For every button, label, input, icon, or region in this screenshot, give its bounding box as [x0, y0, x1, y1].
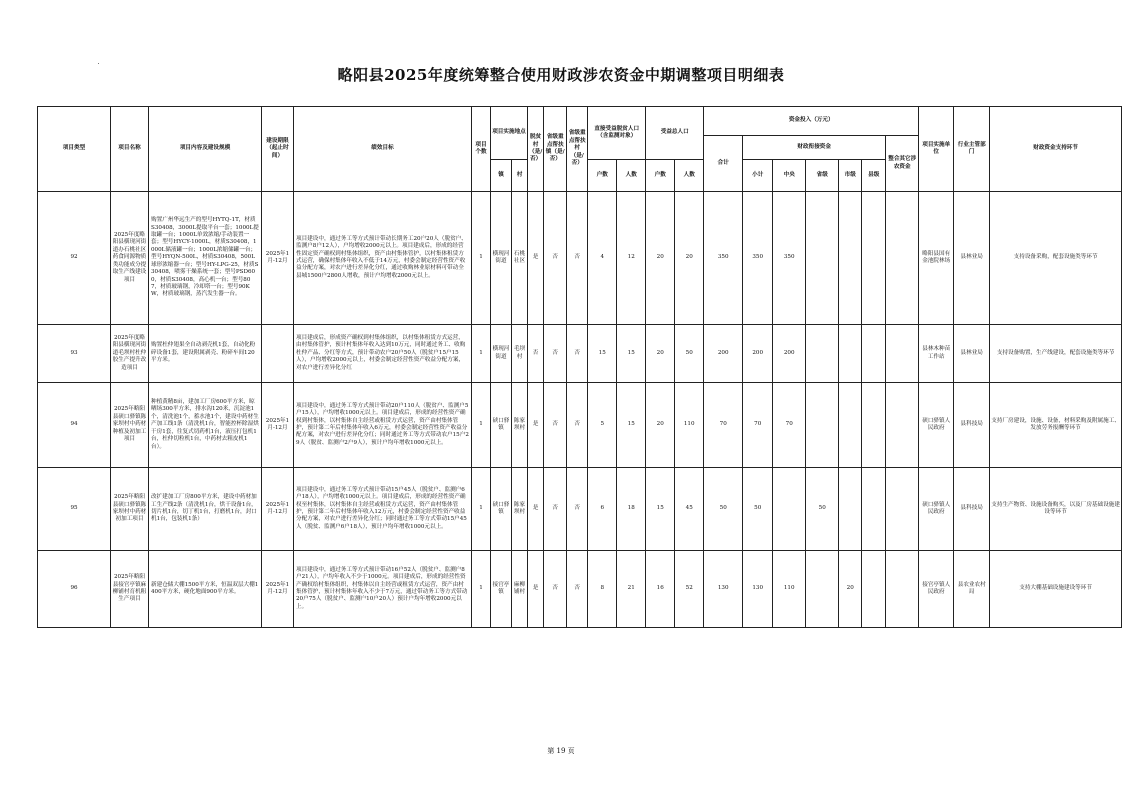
cell-city: [839, 383, 862, 468]
cell-poor-village: 是: [528, 192, 544, 325]
cell-key-village: 否: [567, 468, 588, 551]
cell-provincial: [806, 551, 839, 628]
page-number: 第 19 页: [547, 747, 575, 755]
cell-subtotal: 50: [743, 468, 773, 551]
cell-name: 2025年略阳县硖口驿镇陈家坝村中药材初加工项目: [111, 468, 149, 551]
cell-other: [886, 551, 919, 628]
cell-period: 2025年1月-12月: [262, 383, 294, 468]
cell-dept: 县科技局: [954, 383, 990, 468]
cell-direct-households: 8: [588, 551, 617, 628]
cell-type: 94: [38, 383, 111, 468]
cell-key-town: 否: [544, 192, 567, 325]
cell-direct-persons: 18: [617, 468, 646, 551]
cell-total-persons: 110: [675, 383, 704, 468]
cell-count: 1: [472, 468, 491, 551]
cell-town: 硖口驿镇: [491, 468, 512, 551]
cell-key-town: 否: [544, 468, 567, 551]
cell-period: 2025年1月-12月: [262, 192, 294, 325]
cell-poor-village: 否: [528, 325, 544, 383]
cell-central: 350: [773, 192, 806, 325]
cell-type: 96: [38, 551, 111, 628]
header-fiscal: 财政衔接资金: [743, 136, 886, 160]
cell-total-households: 15: [646, 468, 675, 551]
cell-total-persons: 20: [675, 192, 704, 325]
table-row: [38, 192, 1122, 325]
cell-city: [839, 325, 862, 383]
cell-other: [886, 192, 919, 325]
table-row: [38, 468, 1122, 551]
cell-type: 92: [38, 192, 111, 325]
header-type: 项目类型: [38, 107, 111, 192]
header-dept: 行业主管部门: [954, 107, 990, 192]
header-other: 整合其它涉农资金: [886, 136, 919, 192]
cell-key-village: 否: [567, 325, 588, 383]
cell-village: 毛坝村: [512, 325, 528, 383]
cell-provincial: [806, 383, 839, 468]
cell-subtotal: 70: [743, 383, 773, 468]
header-location: 项目实施地点: [491, 107, 528, 160]
cell-count: 1: [472, 325, 491, 383]
cell-content: 新建仓储大棚1500平方米，恒温双层大棚1400平方米，硬化地面900平方米。: [149, 551, 262, 628]
cell-unit: 硖口驿镇人民政府: [919, 468, 954, 551]
cell-dept: 县科技局: [954, 468, 990, 551]
cell-content: 种植黄精8亩，建加工厂房600平方米，晾晒场300平方米，排水沟120米，沉淀池1个，清洗池1个，蓄水池1个，建设中药材生产加工线1条（清洗机1台，智能控杯除湿烘干房1套，往复式切药机1台，液压打包机1台，杜仲切粒机1台，中药材去粗皮机1台）。: [149, 383, 262, 468]
cell-content: 购置广州华远生产的型号HYTQ-1T，材质S30408，3000L提取平台一套；1000L提取罐一台；1000L单效浓缩/手动装置一套；型号HYCY-1000L，材质S30408，1000L储液罐一台；1000L浓缩储罐一台；型号HYQN-500L，材质S30408，500L球形浓缩器一台；型号HY-LPG-25，材质S30408，喷雾干燥系统一套；型号PSD600，材质S30408，高心机一台；型号807，材质玻璃钢，冷却塔一台；型号90KW，材质玻璃钢，蒸汽发生器一台。: [149, 192, 262, 325]
cell-direct-persons: 15: [617, 383, 646, 468]
cell-total-households: 16: [646, 551, 675, 628]
cell-period: [262, 325, 294, 383]
cell-city: [839, 468, 862, 551]
header-goals: 绩效目标: [294, 107, 472, 192]
cell-subtotal: 130: [743, 551, 773, 628]
cell-other: [886, 325, 919, 383]
header-total: 合计: [704, 136, 743, 192]
cell-total: 130: [704, 551, 743, 628]
cell-direct-households: 4: [588, 192, 617, 325]
cell-name: 2025年略阳县接官亭镇麻柳铺村育机粗生产项目: [111, 551, 149, 628]
cell-total-households: 20: [646, 383, 675, 468]
cell-key-village: 否: [567, 551, 588, 628]
table-row: [38, 383, 1122, 468]
cell-period: 2025年1月-12月: [262, 468, 294, 551]
header-county: 县级: [862, 160, 886, 192]
cell-goals: 项目建设中，通过务工等方式预计带动长期务工20户20人（脱贫户、监测户8户12人），户均增收2000元以上。项目建成后，形成的经营性固定资产确权到村集体组织，资产由村集体管护，以村集体租赁方式运营，确保村集体年收入不低于14万元，村委会制定经营性资产收益分配方案，对农户进行差异化分红，通过收购林业原材料可带动全县城1500户2800人增收，预计户均增收2000元以上。: [294, 192, 472, 325]
cell-direct-households: 5: [588, 383, 617, 468]
cell-town: 横现河街道: [491, 325, 512, 383]
cell-subtotal: 200: [743, 325, 773, 383]
cell-unit: 接官亭镇人民政府: [919, 551, 954, 628]
header-key-town: 省级重点帮扶镇（是/否）: [544, 107, 567, 192]
cell-central: [773, 468, 806, 551]
cell-direct-households: 6: [588, 468, 617, 551]
cell-direct-persons: 15: [617, 325, 646, 383]
cell-unit: 县林木种苗工作站: [919, 325, 954, 383]
table-row: [38, 551, 1122, 628]
cell-county: [862, 551, 886, 628]
cell-support: 支持厂房建设，设施、设备，材料采购及附属施工、发放劳务报酬等环节: [990, 383, 1122, 468]
cell-goals: 项目建设中，通过务工等方式预计带动20户110人（脱贫户、监测户5户15人），户均增收1000元以上。项目建成后，形成的经营性资产确权到村集体，以村集体自主经营或租赁方式运营，资产由村集体管护，预计第二年后村集体年收入6万元，村委会制定经营性资产收益分配方案，对农户进行差异化分红；同时通过务工等方式带动农户15户29人（脱贫、监测户2户9人），预计户均年增收1000元以上。: [294, 383, 472, 468]
header-support: 财政资金支持环节: [990, 107, 1122, 192]
cell-goals: 项目建成后，形成资产确权到村集体组织，以村集体租赁方式运营，由村集体管护，预计村集体年收入达到10万元，同时通过务工、收购杜仲产品、分红等方式，预计带动农户20户50人（脱贫户15户15人），户均增收2000元以上，村委会制定经营性资产收益分配方案，对农户进行差异化分红: [294, 325, 472, 383]
cell-total-households: 20: [646, 192, 675, 325]
cell-dept: 县林业局: [954, 325, 990, 383]
cell-county: [862, 468, 886, 551]
cell-provincial: [806, 325, 839, 383]
cell-support: 支持大棚基础设施建设等环节: [990, 551, 1122, 628]
cell-central: 110: [773, 551, 806, 628]
cell-subtotal: 350: [743, 192, 773, 325]
cell-count: 1: [472, 192, 491, 325]
header-village: 村: [512, 160, 528, 192]
table-header: [38, 107, 1122, 192]
header-subtotal: 小计: [743, 160, 773, 192]
header-unit: 项目实施单位: [919, 107, 954, 192]
cell-central: 70: [773, 383, 806, 468]
header-total-persons: 人数: [675, 160, 704, 192]
cell-poor-village: 是: [528, 551, 544, 628]
header-total-beneficiaries: 受益总人口: [646, 107, 704, 160]
cell-key-town: 否: [544, 383, 567, 468]
cell-total-households: 20: [646, 325, 675, 383]
cell-unit: 略阳县国有金池院林场: [919, 192, 954, 325]
header-city: 市级: [839, 160, 862, 192]
cell-town: 接官亭镇: [491, 551, 512, 628]
cell-city: [839, 192, 862, 325]
cell-key-town: 否: [544, 551, 567, 628]
cell-poor-village: 是: [528, 468, 544, 551]
cell-direct-persons: 12: [617, 192, 646, 325]
cell-count: 1: [472, 551, 491, 628]
header-total-households: 户数: [646, 160, 675, 192]
cell-total: 200: [704, 325, 743, 383]
cell-total: 50: [704, 468, 743, 551]
cell-provincial: [806, 192, 839, 325]
cell-village: 陈家坝村: [512, 468, 528, 551]
cell-total-persons: 52: [675, 551, 704, 628]
cell-total: 350: [704, 192, 743, 325]
cell-direct-households: 15: [588, 325, 617, 383]
cell-type: 93: [38, 325, 111, 383]
header-period: 建设期限（起止时间）: [262, 107, 294, 192]
cell-dept: 县农业农村局: [954, 551, 990, 628]
header-poor-village: 脱贫村（是/否）: [528, 107, 544, 192]
cell-name: 2025年度略阳县横现河街道毛坝村杜仲胶生产提升改造项目: [111, 325, 149, 383]
header-funds: 资金投入（万元）: [704, 107, 919, 136]
cell-name: 2025年略阳县硖口驿镇陈家坝村中药材种植及初加工项目: [111, 383, 149, 468]
cell-village: 石桃社区: [512, 192, 528, 325]
header-direct-persons: 人数: [617, 160, 646, 192]
cell-direct-persons: 21: [617, 551, 646, 628]
cell-village: 陈家坝村: [512, 383, 528, 468]
cell-dept: 县林业局: [954, 192, 990, 325]
cell-key-village: 否: [567, 383, 588, 468]
cell-key-town: 否: [544, 325, 567, 383]
cell-count: 1: [472, 383, 491, 468]
header-content: 项目内容及建设规模: [149, 107, 262, 192]
cell-content: 改扩建加工厂房800平方米，建设中药材加工生产线2条（清洗机1台，烘干设备1台，切片机1台，切丁机1台，打磨机1台，封口机1台，包装机1条）: [149, 468, 262, 551]
table-row: [38, 325, 1122, 383]
cell-central: 200: [773, 325, 806, 383]
cell-city: 20: [839, 551, 862, 628]
cell-support: 支持设备购置，生产线建设，配套设施类等环节: [990, 325, 1122, 383]
cell-town: 硖口驿镇: [491, 383, 512, 468]
cell-town: 横现河街道: [491, 192, 512, 325]
cell-unit: 硖口驿镇人民政府: [919, 383, 954, 468]
header-direct-households: 户数: [588, 160, 617, 192]
project-table: [37, 106, 1122, 628]
cell-total-persons: 50: [675, 325, 704, 383]
cell-type: 95: [38, 468, 111, 551]
header-name: 项目名称: [111, 107, 149, 192]
header-provincial: 省级: [806, 160, 839, 192]
cell-total: 70: [704, 383, 743, 468]
header-count: 项目个数: [472, 107, 491, 192]
cell-total-persons: 45: [675, 468, 704, 551]
cell-goals: 项目建设中，通过务工等方式预计带动15户45人（脱贫户、监测户6户18人），户均增收1000元以上。项目建成后，形成的经营性资产确权至村集体，以村集体自主经营或租赁方式运营，资产由村集体管护，预计第二年后村集体年收入12万元，村委会制定经营性资产收益分配方案，对农户进行差异化分红；同时通过务工等方式带动15户45人（脱贫、监测户6户18人），预计户均年增收1000元以上。: [294, 468, 472, 551]
header-key-village: 省级重点帮扶村（是/否）: [567, 107, 588, 192]
cell-county: [862, 325, 886, 383]
cell-support: 支持生产物资、设施设备购买，以及厂房基础设施建设等环节: [990, 468, 1122, 551]
table-body: [38, 192, 1122, 628]
cell-village: 麻柳铺村: [512, 551, 528, 628]
header-central: 中央: [773, 160, 806, 192]
cell-provincial: 50: [806, 468, 839, 551]
header-direct-beneficiaries: 直接受益脱贫人口（含监测对象）: [588, 107, 646, 160]
cell-support: 支持设备采购，配套设施类等环节: [990, 192, 1122, 325]
document-title: 略阳县2025年度统筹整合使用财政涉农资金中期调整项目明细表: [337, 66, 785, 84]
cell-period: 2025年1月-12月: [262, 551, 294, 628]
cell-poor-village: 是: [528, 383, 544, 468]
cell-other: [886, 383, 919, 468]
cell-other: [886, 468, 919, 551]
cell-name: 2025年度略阳县横现河街道办石桃社区药食同源物质类功能成分提取生产线建设项目: [111, 192, 149, 325]
cell-county: [862, 192, 886, 325]
cell-goals: 项目建设中，通过务工等方式预计带动16户52人（脱贫户、监测户8户21人），户均年收入不少于1000元。项目建成后，形成的经营性资产确权给村集体组织，村集体以自主经营或租赁方式运营，资产由村集体管护，预计村集体年收入不少于7万元，通过带动务工等方式带动20户75人（脱贫户、监测户10户20人）预计户均年增收2000元以上。: [294, 551, 472, 628]
cell-key-village: 否: [567, 192, 588, 325]
header-town: 镇: [491, 160, 512, 192]
cell-county: [862, 383, 886, 468]
cell-content: 购置杜仲翅果全自动剥壳机1套，自动化粉碎设备1套，建设附属剥壳、粉碎车间120平方米。: [149, 325, 262, 383]
